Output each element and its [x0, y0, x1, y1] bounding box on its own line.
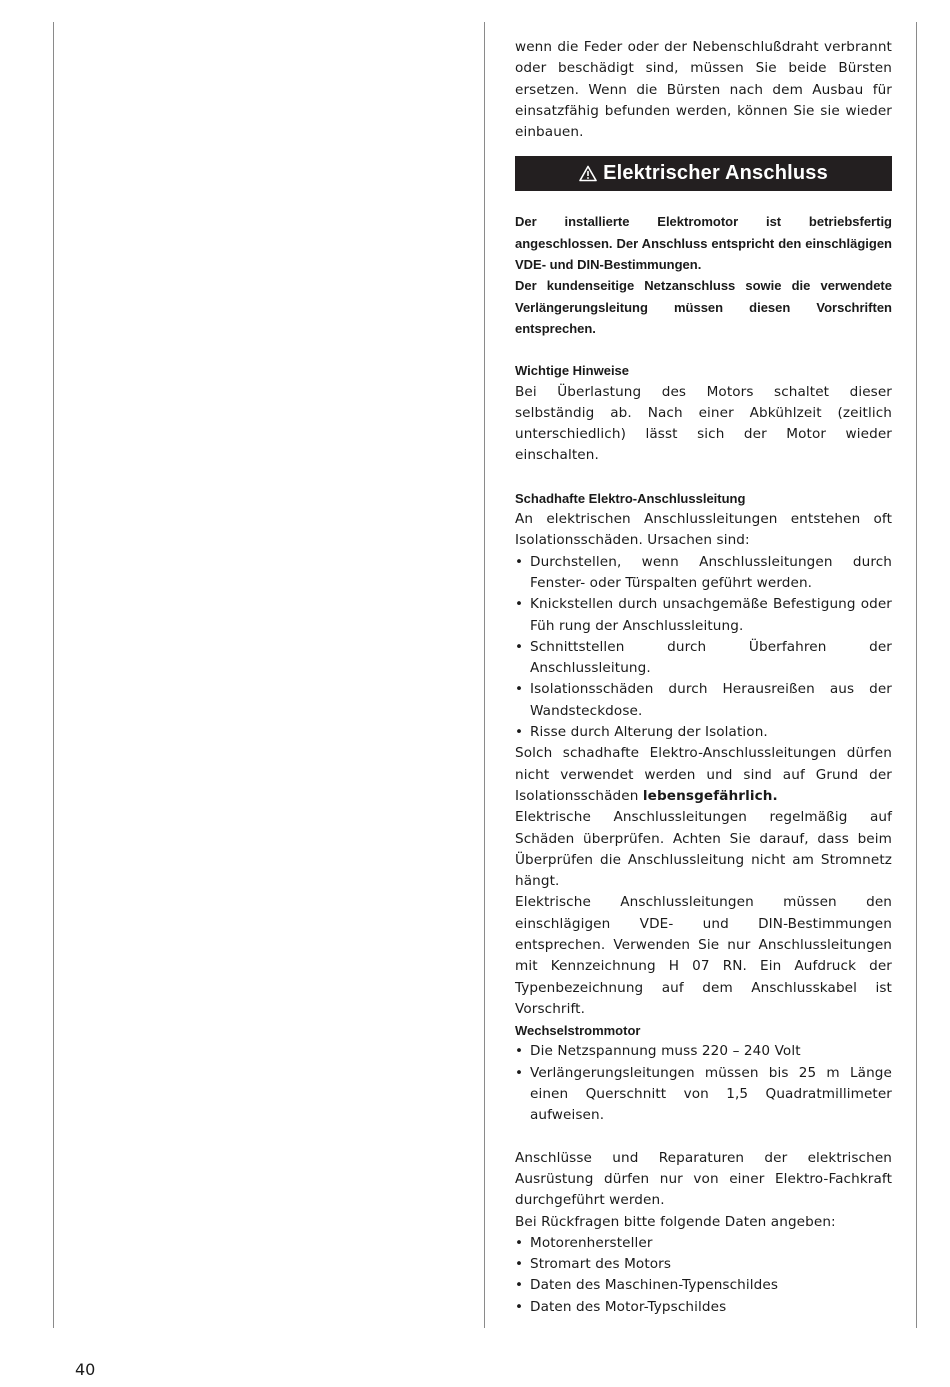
- left-margin-rule: [53, 22, 54, 1328]
- causes-list: [515, 552, 892, 744]
- list-item: • Isolationsschäden durch Herausreißen aus der Wandsteckdose.: [515, 681, 892, 719]
- section-title: Elektrischer Anschluss: [603, 162, 828, 185]
- list-item: • Durchstellen, wenn Anschlussleitungen durch Fenster- oder Türspalten geführt werden.: [515, 553, 892, 591]
- section-banner: [515, 156, 892, 191]
- schadhaft-paragraph-1: Solch schadhafte Elektro-Anschlussleitungen dürfen nicht verwendet werden und sind auf Grund der Isolationsschäden lebensgefährlich.: [515, 745, 892, 804]
- list-item: • Die Netzspannung muss 220 – 240 Volt: [515, 1043, 801, 1060]
- lead-paragraph-2: Der kundenseitige Netzanschluss sowie die verwendete Verlängerungsleitung müssen diesen Vorschriften entsprechen.: [515, 278, 892, 336]
- schadhaft-intro: An elektrischen Anschlussleitungen entstehen oft Isolationsschäden. Ursachen sind:: [515, 511, 892, 549]
- lead-paragraph-1: Der installierte Elektromotor ist betriebsfertig angeschlossen. Der Anschluss entspricht den einschlägigen VDE- und DIN-Bestimmungen.: [515, 214, 892, 273]
- list-item: • Risse durch Alterung der Isolation.: [515, 724, 768, 741]
- list-item: • Motorenhersteller: [515, 1234, 653, 1251]
- schadhaft-heading: Schadhafte Elektro-Anschlussleitung: [515, 490, 746, 506]
- hinweise-text: Bei Überlastung des Motors schaltet dieser selbständig ab. Nach einer Abkühlzeit (zeitlich unterschiedlich) lässt sich der Motor wieder einschalten.: [515, 383, 892, 464]
- closing-paragraph-2: Bei Rückfragen bitte folgende Daten angeben:: [515, 1213, 836, 1230]
- column-divider-rule: [484, 22, 485, 1328]
- schadhaft-paragraph-3: Elektrische Anschlussleitungen müssen den einschlägigen VDE- und DIN-Bestimmungen entsprechen. Verwenden Sie nur Anschlussleitungen mit Kennzeichnung H 07 RN. Ein Aufdruck der Typenbezeichnung auf dem Anschlusskabel ist Vorschrift.: [515, 894, 892, 1017]
- wechsel-list: [515, 1041, 892, 1126]
- hinweise-heading: Wichtige Hinweise: [515, 363, 630, 379]
- data-list: [515, 1233, 892, 1318]
- schadhaft-paragraph-2: Elektrische Anschlussleitungen regelmäßig auf Schäden überprüfen. Achten Sie darauf, dass beim Überprüfen die Anschlussleitung nicht am Stromnetz hängt.: [515, 809, 892, 890]
- right-margin-rule: [916, 22, 917, 1328]
- warning-triangle-icon: [579, 165, 597, 182]
- list-item: • Stromart des Motors: [515, 1256, 672, 1273]
- list-item: • Verlängerungsleitungen müssen bis 25 m Länge einen Querschnitt von 1,5 Quadratmillimeter aufweisen.: [515, 1064, 892, 1124]
- intro-paragraph: wenn die Feder oder der Nebenschlußdraht verbrannt oder beschädigt sind, müssen Sie beide Bürsten ersetzen. Wenn die Bürsten nach dem Ausbau für einsatzfähig befunden werden, können Sie sie wieder einbauen.: [515, 39, 892, 141]
- text-column: [515, 37, 892, 1318]
- list-item: • Daten des Motor-Typschildes: [515, 1298, 727, 1315]
- closing-paragraph-1: Anschlüsse und Reparaturen der elektrischen Ausrüstung dürfen nur von einer Elektro-Fachkraft durchgeführt werden.: [515, 1149, 892, 1209]
- danger-text: lebensgefährlich.: [642, 787, 778, 804]
- list-item: • Schnittstellen durch Überfahren der Anschlussleitung.: [515, 638, 892, 677]
- list-item: • Knickstellen durch unsachgemäße Befestigung oder Füh rung der Anschlussleitung.: [515, 596, 892, 634]
- page-number: 40: [75, 1360, 96, 1379]
- wechsel-heading: Wechselstrommotor: [515, 1023, 641, 1039]
- list-item: • Daten des Maschinen-Typenschildes: [515, 1277, 779, 1294]
